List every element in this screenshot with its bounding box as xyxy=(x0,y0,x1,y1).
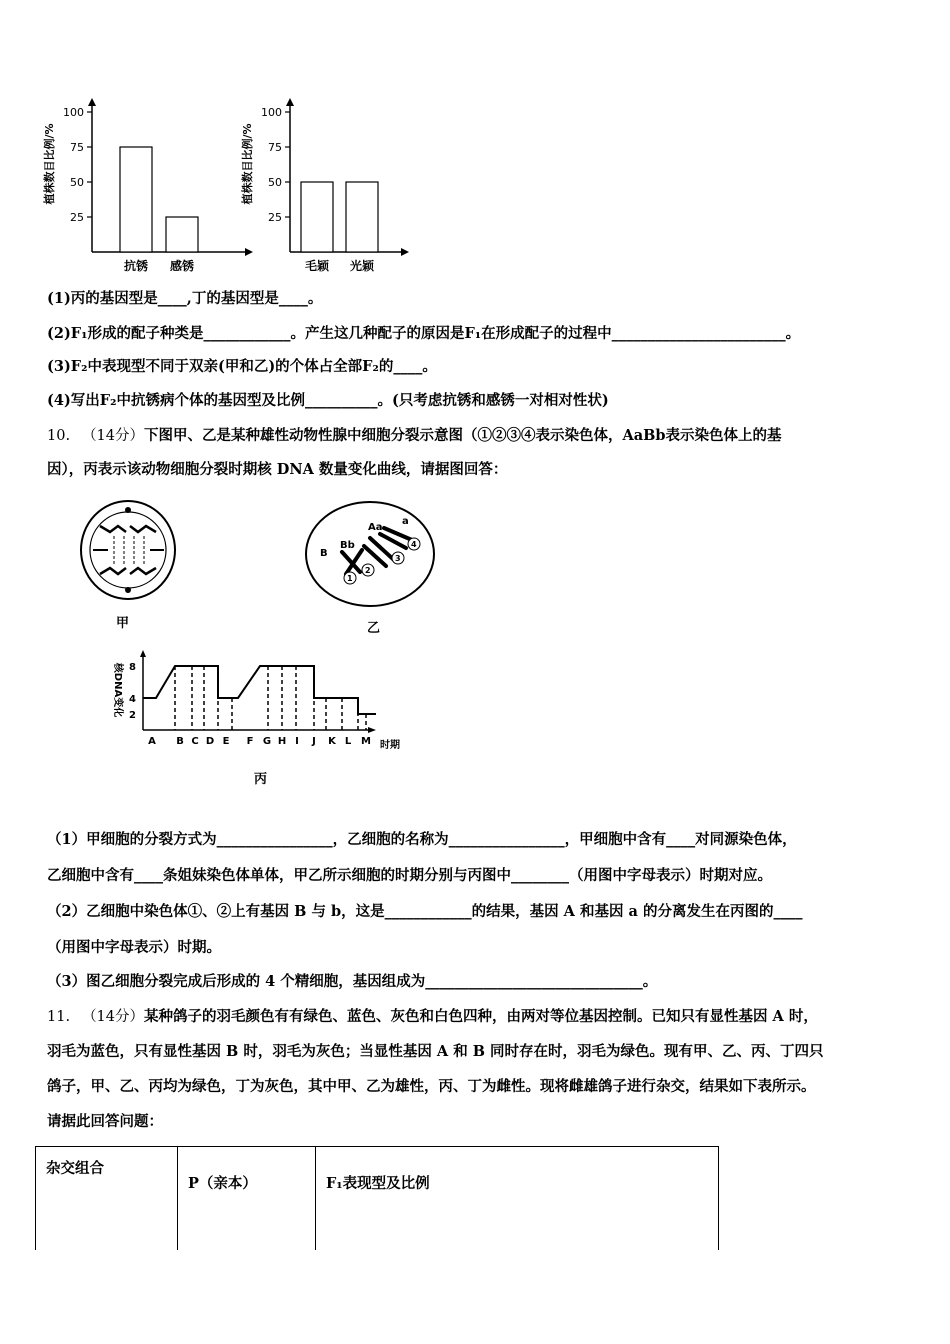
svg-text:B: B xyxy=(320,548,328,559)
chart2-ylabel: 植株数目比例/% xyxy=(241,123,254,205)
chart3-xtick-E: E xyxy=(222,736,230,747)
q10-stem-text: 下图甲、乙是某种雄性动物性腺中细胞分裂示意图（①②③④表示染色体，AaBb表示染色体上的基 xyxy=(144,427,782,444)
svg-text:1: 1 xyxy=(347,574,353,583)
svg-text:3: 3 xyxy=(395,554,401,563)
chart3-xtick-C: C xyxy=(191,736,199,747)
chart3-xtick-D: D xyxy=(205,736,215,747)
chart3-xtick-F: F xyxy=(246,736,254,747)
q9-part2: (2)F₁形成的配子种类是____________。产生这几种配子的原因是F₁在形成配子的过程中________________________。 xyxy=(47,325,801,342)
q9-part1: (1)丙的基因型是____,丁的基因型是____。 xyxy=(47,290,323,307)
q10-number: 10. xyxy=(47,428,71,444)
dna-curve xyxy=(143,666,376,714)
q11-number: 11. xyxy=(47,1009,71,1025)
dna-line-chart xyxy=(100,650,420,760)
svg-text:4: 4 xyxy=(411,540,417,549)
chart2-x-arrow xyxy=(401,248,409,256)
chart1-ytick-label: 100 xyxy=(63,106,84,119)
q11-stem-line2: 羽毛为蓝色，只有显性基因 B 时，羽毛为灰色；当显性基因 A 和 B 同时存在时，羽毛为绿色。现有甲、乙、丙、丁四只 xyxy=(47,1043,824,1060)
chart3-xtick-M: M xyxy=(361,736,371,747)
chart3-ytick-label: 8 xyxy=(129,662,136,673)
chart3-ytick-label: 2 xyxy=(129,710,136,721)
table-header-row xyxy=(36,1147,719,1251)
table-header-f1: F₁表现型及比例 xyxy=(316,1147,719,1251)
q9-part4: (4)写出F₂中抗锈病个体的基因型及比例__________。(只考虑抗锈和感锈一对相对性状) xyxy=(47,392,609,409)
svg-text:Aa: Aa xyxy=(368,522,383,533)
svg-text:a: a xyxy=(402,516,409,527)
chart2-bar-毛颖 xyxy=(301,182,333,252)
table-header-parents: P（亲本） xyxy=(178,1147,316,1251)
q10-answer3: （3）图乙细胞分裂完成后形成的 4 个精细胞，基因组成为______________________________。 xyxy=(47,973,658,990)
bar-chart-rust xyxy=(40,98,255,276)
chart3-y-arrow xyxy=(140,650,146,657)
q11-stem-line3: 鸽子，甲、乙、丙均为绿色，丁为灰色，其中甲、乙为雄性，丙、丁为雌性。现将雌雄鸽子进行杂交，结果如下表所示。 xyxy=(47,1078,816,1095)
chart3-xtick-G: G xyxy=(262,736,272,747)
q11-stem-line1 xyxy=(47,1005,818,1026)
svg-text:2: 2 xyxy=(365,566,371,575)
chart1-ytick-label: 75 xyxy=(70,141,84,154)
q10-stem-line2: 因），丙表示该动物细胞分裂时期核 DNA 数量变化曲线，请据图回答： xyxy=(47,461,508,478)
chart2-category-label: 毛颖 xyxy=(304,259,330,273)
chart3-xtick-I: I xyxy=(295,736,299,747)
q10-score: （14分） xyxy=(82,428,145,444)
chart1-bar-感锈 xyxy=(166,217,198,252)
q10-answer1-line1: （1）甲细胞的分裂方式为________________，乙细胞的名称为________________，甲细胞中含有____对同源染色体， xyxy=(47,831,797,848)
q10-stem-line1 xyxy=(47,424,782,445)
cell-yi-diagram xyxy=(302,500,442,608)
fig-jia-label: 甲 xyxy=(116,616,130,631)
q9-part3: (3)F₂中表现型不同于双亲(甲和乙)的个体占全部F₂的____。 xyxy=(47,358,437,375)
chart3-xtick-B: B xyxy=(176,736,184,747)
chart2-ytick-label: 50 xyxy=(268,176,282,189)
q11-stem-text: 某种鸽子的羽毛颜色有有绿色、蓝色、灰色和白色四种，由两对等位基因控制。已知只有显性基因 A 时， xyxy=(144,1008,818,1025)
chart2-y-arrow xyxy=(286,98,294,106)
cross-table xyxy=(35,1146,719,1250)
q10-answer1-line2: 乙细胞中含有____条姐妹染色体单体，甲乙所示细胞的时期分别与丙图中________（用图中字母表示）时期对应。 xyxy=(47,867,772,884)
chart3-xtick-A: A xyxy=(148,736,156,747)
q11-stem-line4: 请据此回答问题： xyxy=(47,1113,163,1130)
chart1-bar-抗锈 xyxy=(120,147,152,252)
bar-chart-glume xyxy=(238,98,413,276)
fig-yi-label: 乙 xyxy=(367,621,381,636)
svg-text:Bb: Bb xyxy=(340,540,355,551)
chart2-ytick-label: 25 xyxy=(268,211,282,224)
chart2-ytick-label: 100 xyxy=(261,106,282,119)
chart1-ytick-label: 50 xyxy=(70,176,84,189)
table-header-cross: 杂交组合 xyxy=(36,1147,178,1251)
chart2-category-label: 光颖 xyxy=(349,259,375,273)
chart1-category-label: 抗锈 xyxy=(123,259,149,273)
q10-answer2-line1: （2）乙细胞中染色体①、②上有基因 B 与 b，这是____________的结果，基因 A 和基因 a 的分离发生在丙图的____ xyxy=(47,903,803,920)
chart1-ylabel: 植株数目比例/% xyxy=(43,123,56,205)
chart3-xtick-L: L xyxy=(344,736,352,747)
chart3-xtick-H: H xyxy=(277,736,287,747)
fig-bing-label: 丙 xyxy=(254,772,268,787)
q10-answer2-line2: （用图中字母表示）时期。 xyxy=(47,939,221,956)
chart2-bar-光颖 xyxy=(346,182,378,252)
chart1-category-label: 感锈 xyxy=(169,259,195,273)
chart3-xlabel: 时期 xyxy=(380,740,400,751)
chart1-y-arrow xyxy=(88,98,96,106)
chart1-ytick-label: 25 xyxy=(70,211,84,224)
chart3-ylabel: 核DNA变化 xyxy=(112,662,123,718)
chart2-ytick-label: 75 xyxy=(268,141,282,154)
chart3-x-arrow xyxy=(368,727,376,733)
q11-score: （14分） xyxy=(82,1009,145,1025)
chart3-xtick-J: J xyxy=(312,736,316,747)
chart3-ytick-label: 4 xyxy=(129,694,136,705)
chart3-xtick-K: K xyxy=(328,736,336,747)
cell-jia-diagram xyxy=(78,498,178,608)
